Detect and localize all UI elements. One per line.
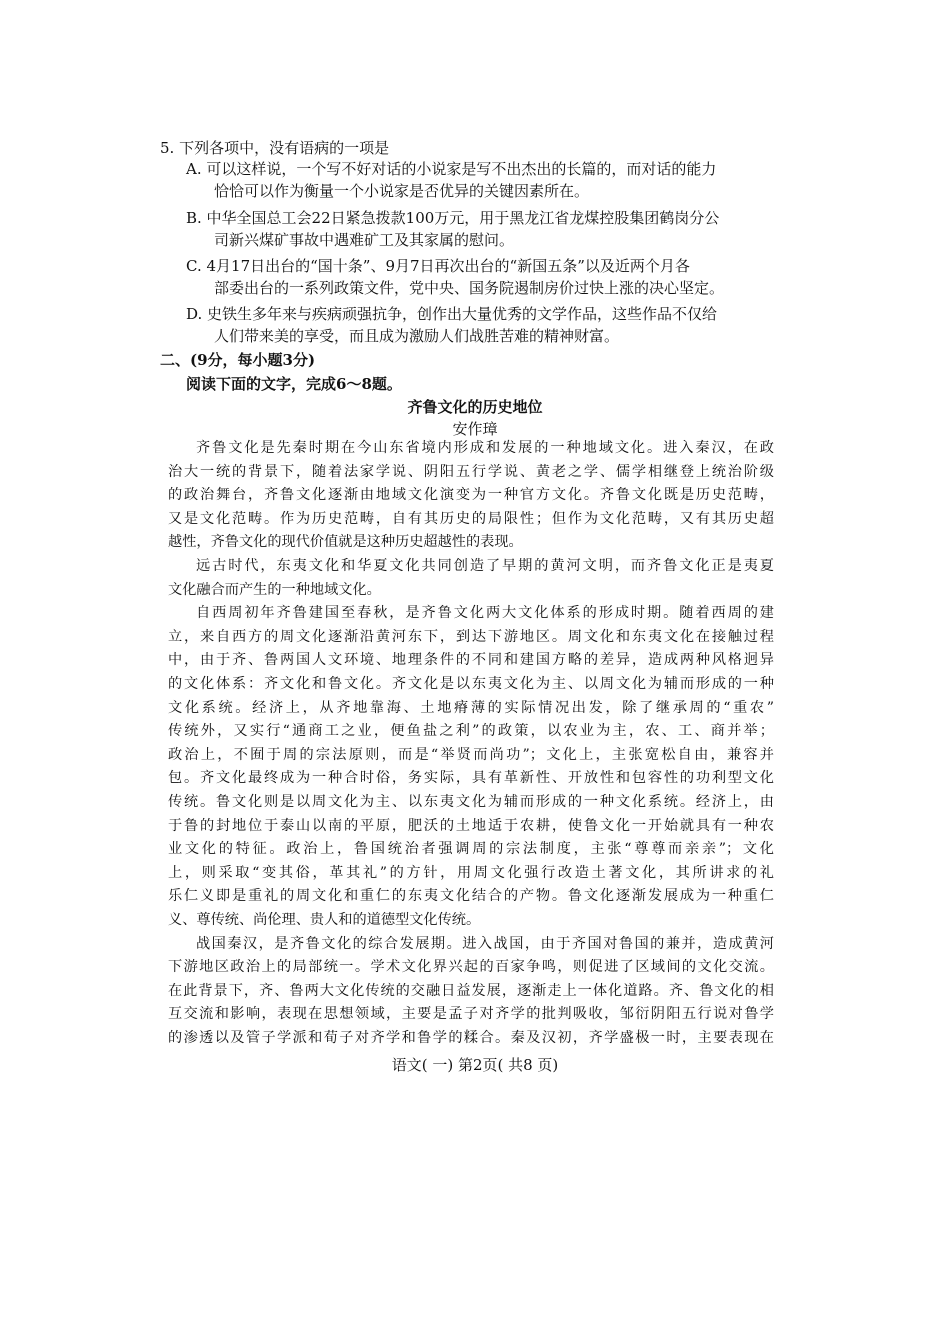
option-b-line-1: B. 中华全国总工会22日紧急拨款100万元，用于黑龙江省龙煤控股集团鹤岗分公 xyxy=(186,209,720,227)
article-line: 传统外，又实行“通商工之业，便鱼盐之利”的政策，以农业为主，农、工、商并举； xyxy=(168,723,774,739)
article-line: 又是文化范畴。作为历史范畴，自有其历史的局限性；但作为文化范畴，又有其历史超 xyxy=(168,511,774,527)
article-line: 中，由于齐、鲁两国人文环境、地理条件的不同和建国方略的差异，造成两种风格迥异 xyxy=(168,652,774,668)
article-author: 安作璋 xyxy=(452,420,498,438)
article-line: 在此背景下，齐、鲁两大文化传统的交融日益发展，逐渐走上一体化道路。齐、鲁文化的相 xyxy=(168,983,774,999)
article-line: 乐仁义即是重礼的周文化和重仁的东夷文化结合的产物。鲁文化逐渐发展成为一种重仁 xyxy=(168,888,774,904)
section-2-instruction: 阅读下面的文字，完成6～8题。 xyxy=(186,375,402,393)
article-line: 下游地区政治上的局部统一。学术文化界兴起的百家争鸣，则促进了区域间的文化交流。 xyxy=(168,959,774,975)
option-b-line-2: 司新兴煤矿事故中遇难矿工及其家属的慰问。 xyxy=(214,231,515,249)
option-a-line-1: A. 可以这样说，一个写不好对话的小说家是写不出杰出的长篇的，而对话的能力 xyxy=(186,160,717,178)
article-line: 文化融合而产生的一种地域文化。 xyxy=(168,582,381,598)
article-line: 齐鲁文化是先秦时期在今山东省境内形成和发展的一种地域文化。进入秦汉，在政 xyxy=(196,440,774,456)
option-c-line-1: C. 4月17日出台的“国十条”、9月7日再次出台的“新国五条”以及近两个月各 xyxy=(186,257,690,275)
article-line: 政治上，不囿于周的宗法原则，而是“举贤而尚功”；文化上，主张宽松自由，兼容并 xyxy=(168,747,774,763)
article-line: 文化系统。经济上，从齐地靠海、土地瘠薄的实际情况出发，除了继承周的“重农” xyxy=(168,700,774,716)
question-5-stem: 5. 下列各项中，没有语病的一项是 xyxy=(160,139,390,157)
article-title: 齐鲁文化的历史地位 xyxy=(407,398,543,416)
article-line: 上，则采取“变其俗，革其礼”的方针，用周文化强行改造土著文化，其所讲求的礼 xyxy=(168,865,774,881)
article-line: 的文化体系：齐文化和鲁文化。齐文化是以东夷文化为主、以周文化为辅而形成的一种 xyxy=(168,676,774,692)
article-line: 互交流和影响，表现在思想领域，主要是孟子对齐学的批判吸收，邹衍阴阳五行说对鲁学 xyxy=(168,1006,774,1022)
article-line: 的政治舞台，齐鲁文化逐渐由地域文化演变为一种官方文化。齐鲁文化既是历史范畴， xyxy=(168,487,774,503)
option-c-line-2: 部委出台的一系列政策文件，党中央、国务院遏制房价过快上涨的决心坚定。 xyxy=(214,279,725,297)
article-line: 自西周初年齐鲁建国至春秋，是齐鲁文化两大文化体系的形成时期。随着西周的建 xyxy=(196,605,774,621)
page-footer: 语文( 一) 第2页( 共8 页) xyxy=(391,1055,559,1074)
article-line: 于鲁的封地位于泰山以南的平原，肥沃的土地适于农耕，使鲁文化一开始就具有一种农 xyxy=(168,818,774,834)
option-d-line-2: 人们带来美的享受，而且成为激励人们战胜苦难的精神财富。 xyxy=(214,327,620,345)
section-2-heading: 二、(9分，每小题3分) xyxy=(160,351,316,369)
article-line: 传统。鲁文化则是以周文化为主、以东夷文化为辅而形成的一种文化系统。经济上，由 xyxy=(168,794,774,810)
option-a-line-2: 恰恰可以作为衡量一个小说家是否优异的关键因素所在。 xyxy=(214,182,590,200)
article-line: 治大一统的背景下，随着法家学说、阴阳五行学说、黄老之学、儒学相继登上统治阶级 xyxy=(168,464,774,480)
article-line: 包。齐文化最终成为一种合时俗，务实际，具有革新性、开放性和包容性的功利型文化 xyxy=(168,770,774,786)
article-line: 的渗透以及管子学派和荀子对齐学和鲁学的糅合。秦及汉初，齐学盛极一时，主要表现在 xyxy=(168,1030,774,1046)
article-line: 立，来自西方的周文化逐渐沿黄河东下，到达下游地区。周文化和东夷文化在接触过程 xyxy=(168,629,774,645)
article-line: 战国秦汉，是齐鲁文化的综合发展期。进入战国，由于齐国对鲁国的兼并，造成黄河 xyxy=(196,936,774,952)
article-line: 业文化的特征。政治上，鲁国统治者强调周的宗法制度，主张“尊尊而亲亲”；文化 xyxy=(168,841,774,857)
article-line: 义、尊传统、尚伦理、贵人和的道德型文化传统。 xyxy=(168,912,481,928)
article-line: 越性，齐鲁文化的现代价值就是这种历史超越性的表现。 xyxy=(168,534,523,550)
article-line: 远古时代，东夷文化和华夏文化共同创造了早期的黄河文明，而齐鲁文化正是夷夏 xyxy=(196,558,774,574)
option-d-line-1: D. 史铁生多年来与疾病顽强抗争，创作出大量优秀的文学作品，这些作品不仅给 xyxy=(186,305,718,323)
